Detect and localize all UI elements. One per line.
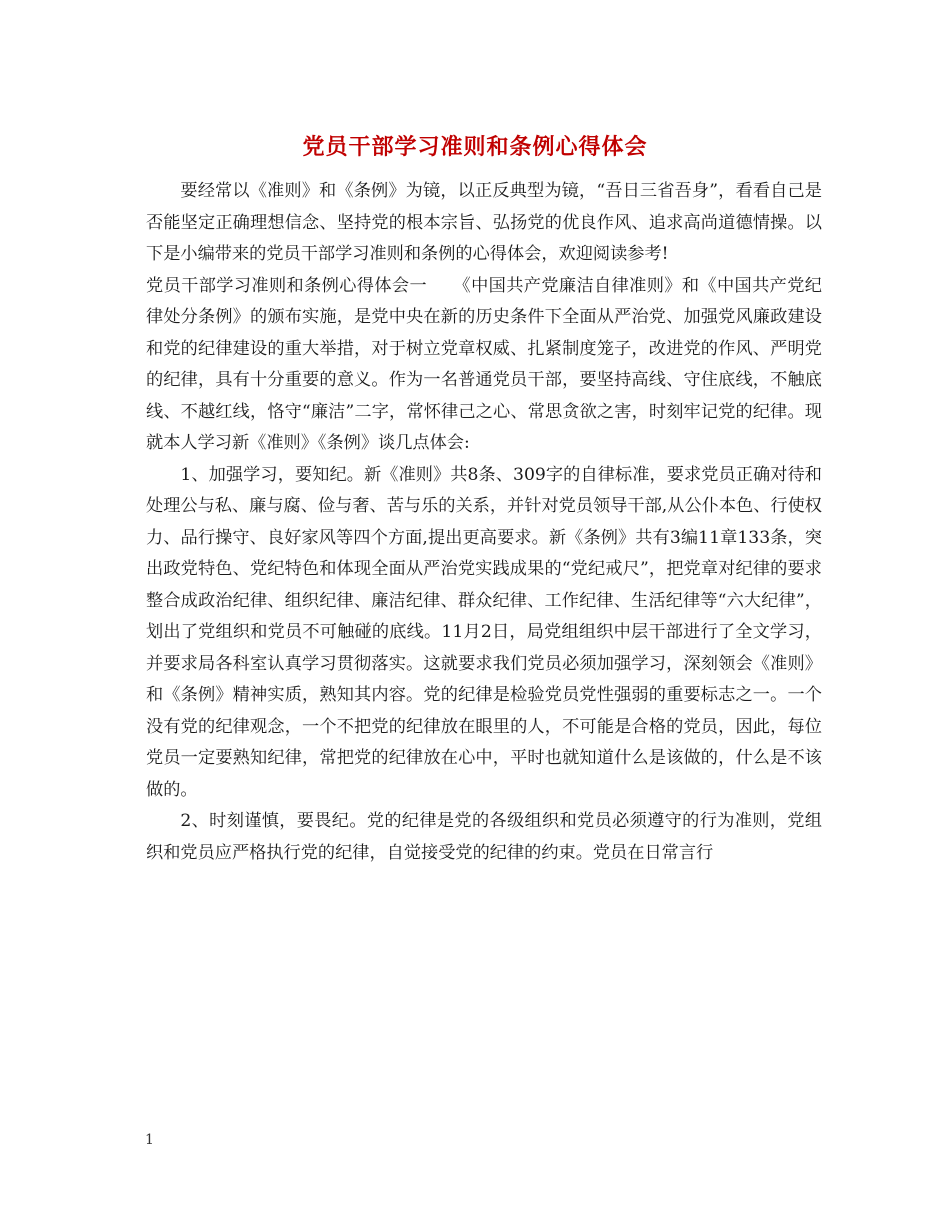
- paragraph-intro: 要经常以《准则》和《条例》为镜，以正反典型为镜，“吾日三省吾身”，看看自己是否能坚定正确理想信念、坚持党的根本宗旨、弘扬党的优良作风、追求高尚道德情操。以下是小编带来的党员干部学习准则和条例的心得体会，欢迎阅读参考!: [146, 181, 822, 264]
- document-title: 党员干部学习准则和条例心得体会: [302, 134, 648, 160]
- paragraph-point-two: 2、时刻谨慎，要畏纪。党的纪律是党的各级组织和党员必须遵守的行为准则，党组织和党员应严格执行党的纪律，自觉接受党的纪律的约束。党员在日常言行: [146, 811, 822, 863]
- page-number: 1: [145, 1132, 154, 1148]
- paragraph-point-one: 1、加强学习，要知纪。新《准则》共8条、309字的自律标准，要求党员正确对待和处理公与私、廉与腐、俭与奢、苦与乐的关系，并针对党员领导干部,从公仆本色、行使权力、品行操守、良好家风等四个方面,提出更高要求。新《条例》共有3编11章133条，突出政党特色、党纪特色和体现全面从严治党实践成果的“党纪戒尺”，把党章对纪律的要求整合成政治纪律、组织纪律、廉洁纪律、群众纪律、工作纪律、生活纪律等“六大纪律”，划出了党组织和党员不可触碰的底线。11月2日，局党组组织中层干部进行了全文学习，并要求局各科室认真学习贯彻落实。这就要求我们党员必须加强学习，深刻领会《准则》和《条例》精神实质，熟知其内容。党的纪律是检验党员党性强弱的重要标志之一。一个没有党的纪律观念，一个不把党的纪律放在眼里的人，不可能是合格的党员，因此，每位党员一定要熟知纪律，常把党的纪律放在心中，平时也就知道什么是该做的，什么是不该做的。: [146, 464, 822, 800]
- document-body: [146, 176, 822, 869]
- paragraph-essay-one-opening: 党员干部学习准则和条例心得体会一 《中国共产党廉洁自律准则》和《中国共产党纪律处分条例》的颁布实施，是党中央在新的历史条件下全面从严治党、加强党风廉政建设和党的纪律建设的重大举措，对于树立党章权威、扎紧制度笼子，改进党的作风、严明党的纪律，具有十分重要的意义。作为一名普通党员干部，要坚持高线、守住底线，不触底线、不越红线，恪守“廉洁”二字，常怀律己之心、常思贪欲之害，时刻牢记党的纪律。现就本人学习新《准则》《条例》谈几点体会:: [146, 275, 822, 453]
